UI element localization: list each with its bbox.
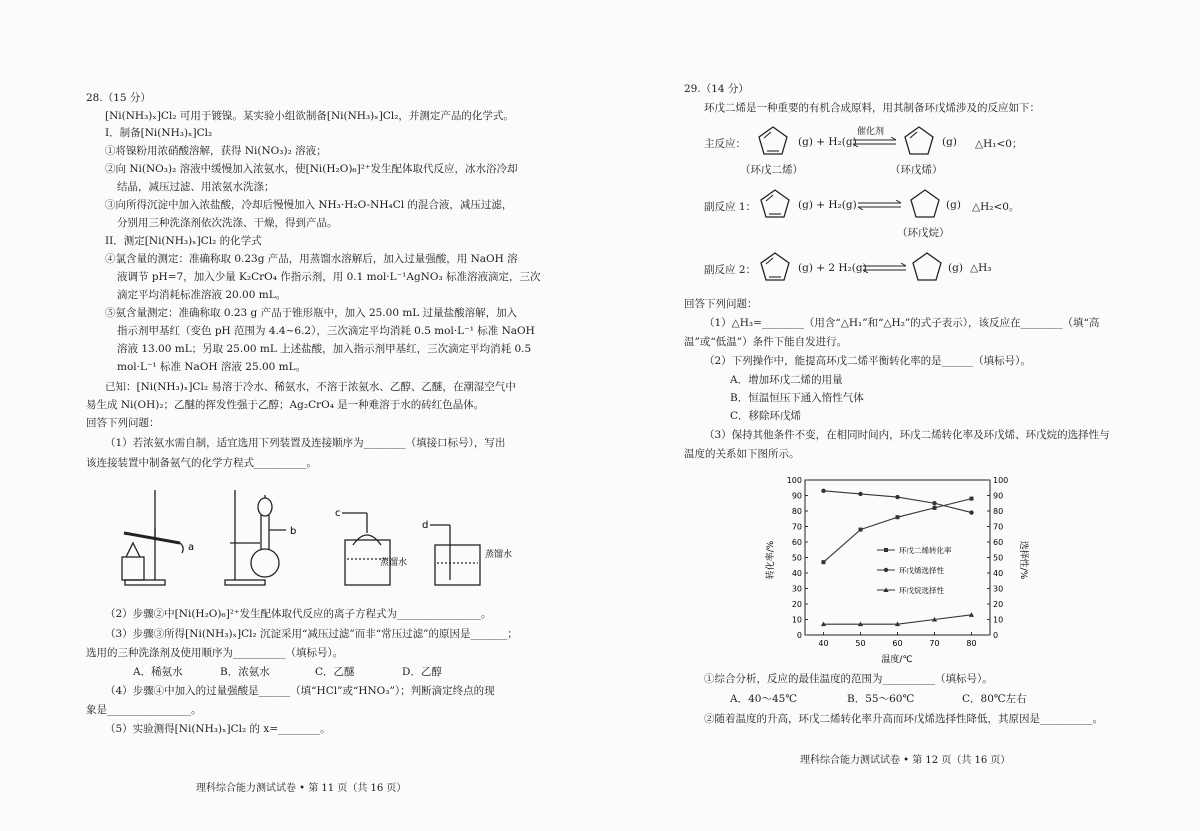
- q28-q3-line2: 选用的三种洗涤剂及使用顺序为__________（填标号）。: [86, 647, 344, 659]
- q29-q3-1: ①综合分析，反应的最佳温度的范围为__________（填标号）。: [704, 673, 993, 685]
- question-29-header: 29.（14 分）: [684, 83, 749, 95]
- data-point-circle: [821, 489, 825, 493]
- y-tick-label-right: 20: [993, 600, 1004, 609]
- x-axis-label: 温度/℃: [881, 655, 913, 665]
- x-tick-label: 50: [855, 639, 866, 648]
- beaker-d: [435, 545, 480, 585]
- catalyst-label: 催化剂: [857, 127, 885, 137]
- side-reaction-2-enthalpy: △H₃: [970, 262, 992, 274]
- q28-part1-title: I．制备[Ni(NH₃)ₓ]Cl₂: [105, 127, 213, 139]
- q29-q3-1-option-a: A．40～45℃: [730, 693, 798, 705]
- q29-q1-line2: 温”或“低温”）条件下能自发进行。: [684, 336, 848, 348]
- test-tube-a: [124, 533, 180, 543]
- q28-q3-option-d: D．乙醇: [402, 666, 442, 678]
- tube-outlet-a: [180, 543, 183, 553]
- y-tick-label-right: 30: [993, 584, 1004, 594]
- y-tick-label-left: 40: [791, 569, 802, 578]
- q29-q3-2: ②随着温度的升高，环戊二烯转化率升高而环戊烯选择性降低，其原因是__________。: [704, 713, 1103, 725]
- cyclopentene-structure-icon: [902, 124, 936, 158]
- y-tick-label-left: 70: [791, 522, 802, 532]
- q29-q3-1-option-c: C．80℃左右: [962, 693, 1027, 705]
- legend-label: 环戊烯选择性: [899, 566, 944, 575]
- left-page-footer: 理科综合能力测试试卷 • 第 11 页（共 16 页）: [196, 783, 407, 794]
- y-tick-label-left: 90: [791, 491, 802, 501]
- y-tick-label-right: 0: [993, 631, 999, 640]
- q28-q2: （2）步骤②中[Ni(H₂O)₆]²⁺发生配体取代反应的离子方程式为________________。: [105, 608, 492, 620]
- cyclopentane-name: （环戊烷）: [897, 227, 950, 239]
- burner-a: [122, 557, 144, 580]
- q28-q5: （5）实验测得[Ni(NH₃)ₓ]Cl₂ 的 x=________。: [105, 723, 331, 735]
- y-axis-right-label: 选择性/%: [1018, 540, 1028, 580]
- data-point-circle: [895, 495, 899, 499]
- side-reaction-1-reactants: (g) + H₂(g): [798, 199, 857, 211]
- data-point-square: [884, 548, 888, 552]
- q28-step2-line2: 结晶，减压过滤、用浓氨水洗涤；: [117, 181, 275, 193]
- q28-step2-line1: ②向 Ni(NO₃)₂ 溶液中缓慢加入浓氨水，使[Ni(H₂O)₆]²⁺发生配体取代反应，冰水浴冷却: [105, 163, 518, 175]
- side-reaction-2-product-phase: (g): [948, 262, 963, 274]
- y-tick-label-left: 80: [791, 507, 802, 516]
- equilibrium-arrow-icon: [862, 263, 908, 273]
- flame-a: [126, 543, 140, 557]
- q28-step5-line1: ⑤氨含量测定：准确称取 0.23 g 产品于锥形瓶中，加入 25.00 mL 过量盐酸溶解，加入: [105, 307, 518, 319]
- equilibrium-arrow-icon: [857, 200, 903, 210]
- right-page-footer: 理科综合能力测试试卷 • 第 12 页（共 16 页）: [800, 755, 1011, 766]
- y-tick-label-right: 90: [993, 491, 1004, 501]
- q28-step5-line2: 指示剂甲基红（变色 pH 范围为 4.4~6.2），三次滴定平均消耗 0.5 mol·L⁻¹ 标准 NaOH: [117, 325, 535, 337]
- side-reaction-1-enthalpy: △H₂<0。: [972, 201, 1020, 213]
- data-point-square: [896, 515, 900, 519]
- q28-step5-line3: 溶液 13.00 mL；另取 25.00 mL 上述盐酸，加入指示剂甲基红，三次滴定平均消耗 0.5: [117, 343, 532, 355]
- label-c: c: [335, 508, 341, 519]
- data-point-circle: [884, 568, 888, 572]
- cyclopentadiene-name: （环戊二烯）: [740, 164, 803, 176]
- side-reaction-2-label: 副反应 2：: [704, 264, 757, 276]
- legend-label: 环戊烷选择性: [899, 586, 944, 595]
- temperature-chart: [765, 470, 1030, 665]
- q28-step3-line1: ③向所得沉淀中加入浓盐酸，冷却后慢慢加入 NH₃·H₂O-NH₄Cl 的混合液，减压过滤，: [105, 199, 513, 211]
- x-tick-label: 80: [966, 639, 977, 648]
- y-tick-label-left: 30: [791, 584, 802, 594]
- q28-q1-line2: 该连接装置中制备氨气的化学方程式__________。: [86, 457, 317, 469]
- label-d: d: [422, 520, 429, 531]
- q28-part2-title: II．测定[Ni(NH₃)ₓ]Cl₂ 的化学式: [105, 235, 262, 247]
- q29-answer-prompt: 回答下列问题：: [684, 298, 758, 310]
- side-reaction-1-label: 副反应 1：: [704, 201, 757, 213]
- x-tick-label: 70: [929, 639, 940, 648]
- q28-step1: ①将镍粉用浓硝酸溶解，获得 Ni(NO₃)₂ 溶液；: [105, 145, 327, 157]
- y-tick-label-right: 60: [993, 538, 1004, 547]
- q28-known-line2: 易生成 Ni(OH)₂；乙醚的挥发性强于乙醇；Ag₂CrO₄ 是一种难溶于水的砖红色晶体。: [86, 399, 485, 411]
- y-tick-label-left: 10: [791, 615, 802, 625]
- flask-b: [251, 549, 279, 577]
- cyclopentane-structure-icon: [908, 187, 942, 221]
- q28-q4-line1: （4）步骤④中加入的过量强酸是______（填“HCl”或“HNO₃”）；判断滴定终点的现: [105, 685, 495, 697]
- label-b: b: [290, 526, 297, 537]
- label-a: a: [188, 542, 195, 553]
- q29-q3-1-option-b: B．55～60℃: [847, 693, 915, 705]
- main-reaction-enthalpy: △H₁<0；: [975, 138, 1023, 150]
- q28-q1-line1: （1）若浓氨水需自制，适宜选用下列装置及连接顺序为________（填接口标号），写出: [105, 437, 506, 449]
- data-point-circle: [858, 492, 862, 496]
- legend-label: 环戊二烯转化率: [899, 546, 952, 555]
- q29-q2-option-b: B．恒温恒压下通入惰性气体: [730, 392, 864, 404]
- q29-q2: （2）下列操作中，能提高环戊二烯平衡转化率的是______（填标号）。: [704, 355, 1031, 367]
- q28-q4-line2: 象是________________。: [86, 704, 202, 716]
- apparatus-figure: [110, 485, 530, 595]
- data-point-square: [859, 528, 863, 532]
- data-point-square: [933, 506, 937, 510]
- data-point-square: [822, 560, 826, 564]
- main-reaction-label: 主反应：: [704, 138, 746, 150]
- data-point-circle: [932, 501, 936, 505]
- y-tick-label-right: 10: [993, 615, 1004, 625]
- y-tick-label-right: 70: [993, 522, 1004, 532]
- label-water-c: 蒸馏水: [380, 558, 408, 568]
- cyclopentene-name: （环戊烯）: [890, 164, 943, 176]
- question-28-header: 28.（15 分）: [86, 92, 151, 104]
- equilibrium-arrow-icon: [852, 137, 898, 147]
- y-tick-label-left: 50: [791, 553, 802, 563]
- q28-q3-option-b: B．浓氨水: [220, 666, 270, 678]
- plot-frame: [805, 480, 990, 635]
- q28-known-line1: 已知：[Ni(NH₃)ₓ]Cl₂ 易溶于冷水、稀氨水，不溶于浓氨水、乙醇、乙醚，在潮湿空气中: [105, 381, 516, 393]
- q28-q3-option-c: C．乙醚: [315, 666, 355, 678]
- series-line: [824, 491, 972, 513]
- data-point-square: [970, 497, 974, 501]
- data-point-circle: [969, 510, 973, 514]
- y-axis-left-label: 转化率/%: [766, 540, 776, 580]
- cyclopentane-structure-icon: [910, 250, 944, 284]
- y-tick-label-left: 100: [786, 476, 802, 485]
- q28-step4-line1: ④氯含量的测定：准确称取 0.23g 产品，用蒸馏水溶解后，加入过量强酸，用 NaOH 溶: [105, 253, 518, 265]
- cyclopentadiene-structure-icon: [756, 124, 790, 158]
- q29-q1-line1: （1）△H₃=________（用含“△H₁”和“△H₂”的式子表示），该反应在________（填“高: [704, 317, 1100, 329]
- y-tick-label-right: 40: [993, 569, 1004, 578]
- q29-q3-line2: 温度的关系如下图所示。: [684, 448, 800, 460]
- q29-q3-line1: （3）保持其他条件不变，在相同时间内，环戊二烯转化率及环戊烯、环戊烷的选择性与: [704, 429, 1110, 441]
- q28-intro: [Ni(NH₃)ₓ]Cl₂ 可用于镀镍。某实验小组欲制备[Ni(NH₃)ₓ]Cl₂，并测定产品的化学式。: [105, 110, 514, 122]
- y-tick-label-right: 80: [993, 507, 1004, 516]
- cyclopentadiene-structure-icon: [758, 250, 792, 284]
- side-reaction-2-reactants: (g) + 2 H₂(g): [798, 262, 867, 274]
- y-tick-label-right: 100: [993, 476, 1009, 485]
- side-reaction-1-product-phase: (g): [946, 199, 961, 211]
- y-tick-label-left: 0: [796, 631, 802, 640]
- y-tick-label-left: 60: [791, 538, 802, 547]
- funnel-b: [258, 498, 272, 516]
- q29-q2-option-c: C．移除环戊烯: [730, 410, 802, 422]
- y-tick-label-right: 50: [993, 553, 1004, 563]
- main-reaction-reactants: (g) + H₂(g): [798, 136, 857, 148]
- q28-q3-line1: （3）步骤③所得[Ni(NH₃)ₓ]Cl₂ 沉淀采用“减压过滤”而非“常压过滤”的原因是_______；: [105, 628, 518, 640]
- q29-q2-option-a: A．增加环戊二烯的用量: [730, 374, 843, 386]
- main-reaction-product-phase: (g): [942, 136, 957, 148]
- cyclopentadiene-structure-icon: [758, 187, 792, 221]
- y-tick-label-left: 20: [791, 600, 802, 609]
- q28-step5-line4: mol·L⁻¹ 标准 NaOH 溶液 25.00 mL。: [117, 361, 307, 373]
- stand-base-b: [225, 580, 265, 585]
- q28-step3-line2: 分别用三种洗涤剂依次洗涤、干燥，得到产品。: [117, 217, 338, 229]
- q28-answer-prompt: 回答下列问题：: [86, 417, 160, 429]
- right-page: [600, 0, 1200, 831]
- q28-q3-option-a: A．稀氨水: [133, 666, 183, 678]
- x-tick-label: 40: [818, 639, 829, 648]
- x-tick-label: 60: [892, 639, 903, 648]
- q28-step4-line3: 滴定平均消耗标准溶液 20.00 mL。: [117, 289, 287, 301]
- stand-base-a: [125, 580, 165, 585]
- label-water-d: 蒸馏水: [485, 550, 513, 560]
- q29-intro: 环戊二烯是一种重要的有机合成原料，用其制备环戊烯涉及的反应如下：: [704, 102, 1040, 114]
- q28-step4-line2: 液调节 pH=7，加入少量 K₂CrO₄ 作指示剂，用 0.1 mol·L⁻¹AgNO₃ 标准溶液滴定，三次: [117, 271, 541, 283]
